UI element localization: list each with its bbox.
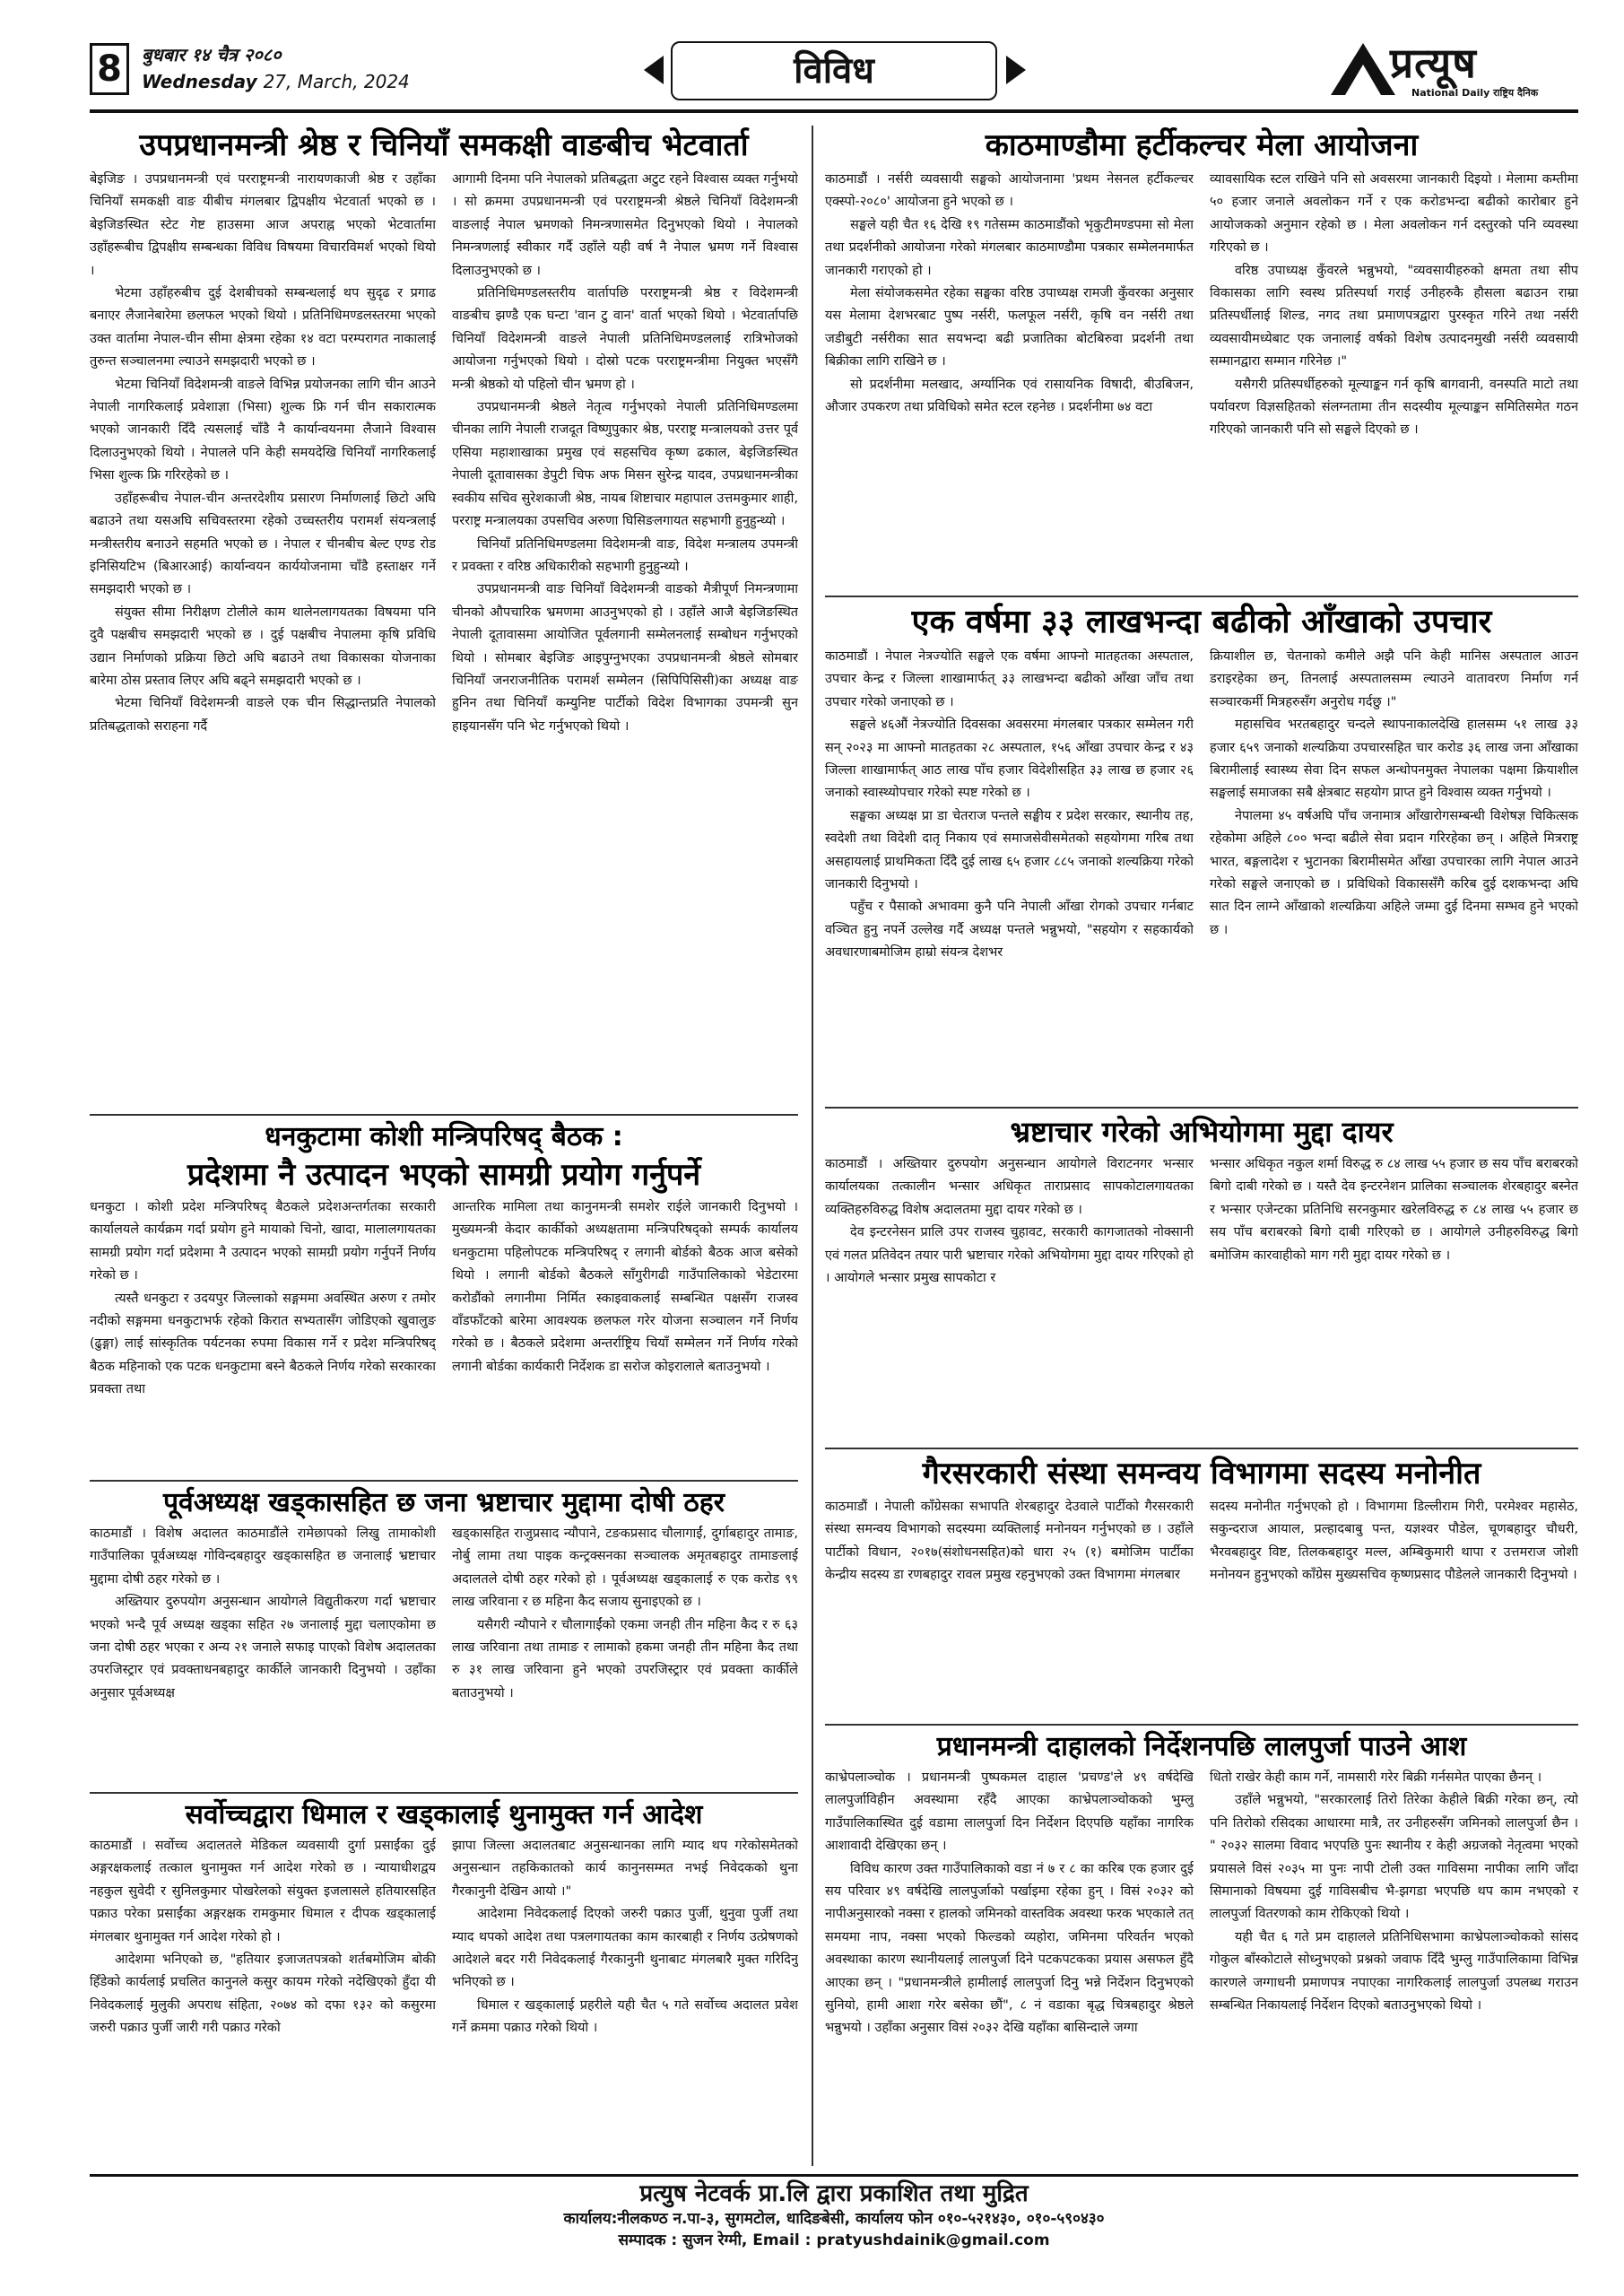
separator bbox=[825, 1107, 1578, 1109]
date-block bbox=[142, 41, 410, 95]
article-vice-pm-meeting bbox=[90, 126, 798, 1112]
separator bbox=[90, 1480, 798, 1482]
paragraph: देव इन्टरनेसन प्रालि उपर राजस्व चुहावट, सरकारी कागजातको नोक्सानी एवं गलत प्रतिवेदन तयार पारी भ्रष्टाचार गरेको अभियोगमा मुद्दा दायर गरिएको हो । आयोगले भन्सार प्रमुख सापकोटा र bbox=[825, 1225, 1194, 1286]
paragraph: यसैगरी न्यौपाने र चौलागाईंको एकमा जनही तीन महिना कैद र रु ६३ लाख जरिवाना तथा तामाङ र लामाको हकमा जनही तीन महिना कैद तथा रु ३१ लाख जरिवाना हुने भएको उपरजिस्ट्रार एवं प्रवक्ता कार्कीले बताउनुभयो । bbox=[452, 1617, 798, 1700]
paragraph: प्रतिनिधिमण्डलस्तरीय वार्तापछि परराष्ट्रमन्त्री श्रेष्ठ र विदेशमन्त्री वाङबीच झण्डै एक घन्टा 'वान टु वान' वार्ता भएको थियो । भेटवार्तापछि चिनियाँ विदेशमन्त्री वाङले नेपाली प्रतिनिधिमण्डललाई रात्रिभोजको आयोजना गर्नुभएको थियो । दोस्रो पटक परराष्ट्रमन्त्रीमा नियुक्त भएसँगै मन्त्री श्रेष्ठको यो पहिलो चीन भ्रमण हो । bbox=[452, 286, 798, 392]
column-2 bbox=[452, 1523, 798, 1785]
paragraph: सङ्घले ४६औं नेत्रज्योति दिवसका अवसरमा मंगलबार पत्रकार सम्मेलन गरी सन् २०२३ मा आफ्नो मातहतका २८ अस्पताल, १५६ आँखा उपचार केन्द्र र ४३ जिल्ला शाखामार्फत् आठ लाख पाँच हजार विदेशीसहित ३३ लाख छ हजार २६ जनाको स्वास्थ्योपचार गरेको स्पष्ट गरेको छ । bbox=[825, 718, 1194, 801]
paragraph: सदस्य मनोनीत गर्नुभएको हो । विभागमा डिल्लीराम गिरी, परमेश्वर महासेठ, सकुन्दराज आयाल, प्रल्हादबाबु पन्त, यज्ञश्वर पौडेल, चूणबहादुर चौधरी, भैरवबहादुर विष्ट, तिलकबहादुर मल्ल, अम्बिकुमारी थापा र उत्तमराज जोशी मनोनयन हुनुभएको काँग्रेस मुख्यसचिव कृष्णप्रसाद पौडेलले जानकारी दिनुभयो । bbox=[1210, 1500, 1578, 1583]
article-koshi-cabinet bbox=[90, 1119, 798, 1478]
paragraph: काठमाडौं । नेपाल नेत्रज्योति सङ्घले एक वर्षमा आफ्नो मातहतका अस्पताल, उपचार केन्द्र र जिल्ला शाखामार्फत् ३३ लाखभन्दा बढीको आँखा जाँच तथा उपचार गरेको जनाएको छ । bbox=[825, 649, 1194, 709]
paragraph: वरिष्ठ उपाध्यक्ष कुँवरले भन्नुभयो, "व्यवसायीहरुको क्षमता तथा सीप विकासका लागि स्वस्थ प्रतिस्पर्धा गराई उनीहरुकै हौसला बढाउन राम्रा प्रतिस्पर्धीलाई शिल्ड, नगद तथा प्रमाणपत्रद्वारा पुरस्कृत गरिने तथा नर्सरी व्यवसायीमध्येबाट एक जनालाई वर्षको विशेष उत्पादनमुखी नर्सरी व्यवसायी सम्मानद्वारा सम्मान गरिनेछ ।" bbox=[1210, 263, 1578, 370]
footer-editor: सम्पादक : सुजन रेग्मी, Email : pratyushdainik@gmail.com bbox=[618, 2231, 1050, 2249]
paragraph: धनकुटा । कोशी प्रदेश मन्त्रिपरिषद् बैठकले प्रदेशअन्तर्गतका सरकारी कार्यालयले कार्यक्रम गर्दा प्रयोग हुने मायाको चिनो, खादा, मालालगायतका सामग्री प्रयोग गर्दा प्रदेशमा नै उत्पादन भएको सामग्री प्रयोग गर्नुपर्ने निर्णय गरेको छ । bbox=[90, 1200, 436, 1283]
column-2 bbox=[452, 1196, 798, 1473]
paragraph: सङ्घले यही चैत १६ देखि १९ गतेसम्म काठमाडौंको भृकुटीमण्डपमा सो मेला तथा प्रदर्शनीको आयोजना गरेको मंगलबार काठमाण्डौमा पत्रकार सम्मेलनमार्फत जानकारी गराएको हो । bbox=[825, 217, 1194, 278]
paragraph: उपप्रधानमन्त्री श्रेष्ठले नेतृत्व गर्नुभएको नेपाली प्रतिनिधिमण्डलमा चीनका लागि नेपाली राजदूत विष्णुपुकार श्रेष्ठ, परराष्ट्र मन्त्रालयको उत्तर पूर्व एसिया महाशाखाका प्रमुख एवं सहसचिव कृष्ण ढकाल, बेइजिङस्थित नेपाली दूतावासका डेपुटी चिफ अफ मिसन सुरेन्द्र यादव, उपप्रधानमन्त्रीका स्वकीय सचिव सुरेशकाजी श्रेष्ठ, नायब शिष्टाचार महापाल उत्तमकुमार शाही, परराष्ट्र मन्त्रालयका उपसचिव अरुणा घिसिङलगायत सहभागी हुनुहुन्थ्यो । bbox=[452, 400, 798, 529]
paragraph: क्रियाशील छ, चेतनाको कमीले अझै पनि केही मानिस अस्पताल आउन डराइरहेका छन्, तिनलाई अस्पतालसम्म ल्याउने वातावरण निर्माण गर्न सञ्चारकर्मी मित्रहरुसँग अनुरोध गर्दछु ।" bbox=[1210, 649, 1578, 709]
article-body bbox=[825, 1153, 1578, 1440]
paragraph: आदेशमा भनिएको छ, "हतियार इजाजतपत्रको शर्तबमोजिम बोकी हिँडेको कार्यलाई प्रचलित कानुनले कसुर कायम गरेको नदेखिएको हुँदा यी निवेदकलाई मुलुकी अपराध संहिता, २०७४ को दफा १३२ को कसुरमा जरुरी पक्राउ पुर्जी जारी गरी पक्राउ गरेको bbox=[90, 1952, 436, 2036]
column-2 bbox=[452, 1835, 798, 2163]
article-body bbox=[825, 169, 1578, 588]
paragraph: भन्सार अधिकृत नकुल शर्मा विरुद्ध रु ८४ लाख ५५ हजार छ सय पाँच बराबरको बिगो दाबी गरेको छ । यस्तै देव इन्टरनेशन प्रालिका सञ्चालक शेरबहादुर बस्नेत र भन्सार एजेन्टका प्रतिनिधि सरनकुमार खरेलविरुद्ध रु ८४ लाख ५५ हजार छ सय पाँच बराबरको बिगो दाबी गरिएको छ । आयोगले उनीहरुविरुद्ध बिगो बमोजिम कारवाहीको माग गरी मुद्दा दायर गरेको छ । bbox=[1210, 1157, 1578, 1263]
paragraph: काठमाडौं । नर्सरी व्यवसायी सङ्घको आयोजनामा 'प्रथम नेसनल हर्टीकल्चर एक्स्पो-२०८०' आयोजना हुने भएको छ । bbox=[825, 172, 1194, 210]
column-1 bbox=[90, 1196, 436, 1473]
footer-publisher: प्रत्युष नेटवर्क प्रा.लि द्वारा प्रकाशित तथा मुद्रित bbox=[639, 2180, 1029, 2207]
separator bbox=[90, 1114, 798, 1116]
paragraph: आगामी दिनमा पनि नेपालको प्रतिबद्धता अटुट रहने विश्वास व्यक्त गर्नुभयो । सो क्रममा उपप्रधानमन्त्री एवं परराष्ट्रमन्त्री श्रेष्ठले चिनियाँ विदेशमन्त्री वाङलाई नेपाल भ्रमणको निमन्त्रणासमेत दिनुभएको थियो । नेपालको निमन्त्रणलाई स्वीकार गर्दै उहाँले यही वर्ष नै नेपाल भ्रमण गर्ने विश्वास दिलाउनुभएको छ । bbox=[452, 172, 798, 278]
article-body bbox=[90, 1835, 798, 2163]
headline-line-1: धनकुटामा कोशी मन्त्रिपरिषद् बैठक : bbox=[265, 1121, 623, 1152]
paragraph: व्यावसायिक स्टल राखिने पनि सो अवसरमा जानकारी दिइयो । मेलामा कम्तीमा ५० हजार जनाले अवलोकन गर्ने र एक करोडभन्दा बढीको कारोबार हुने आयोजकको अनुमान रहेको छ । मेला अवलोकन गर्न दस्तुरको पनि व्यवस्था गरिएको छ । bbox=[1210, 172, 1578, 256]
article-body bbox=[90, 1523, 798, 1785]
logo-title: प्रत्यूष bbox=[1390, 39, 1477, 87]
paragraph: आन्तरिक मामिला तथा कानुनमन्त्री समशेर राईले जानकारी दिनुभयो । मुख्यमन्त्री केदार कार्कीको अध्यक्षतामा मन्त्रिपरिषद्को सम्पर्क कार्यालय धनकुटामा पहिलोपटक मन्त्रिपरिषद् र लगानी बोर्डको बैठक आज बसेको थियो । लगानी बोर्डको बैठकले साँगुरीगढी गाउँपालिकाको भेडेटारमा करोडौंको लगानीमा निर्मित स्काइवाकलाई सम्बन्धित पक्षसँग राजस्व वाँडफाँटको बारेमा आवश्यक छलफल गरेर योजना सञ्चालन गर्ने निर्णय गरेको छ । बैठकले प्रदेशमा अन्तर्राष्ट्रिय चियाँ सम्मेलन गर्ने निर्णय गरेको लगानी बोर्डका कार्यकारी निर्देशक डा सरोज कोइरालाले बताउनुभयो । bbox=[452, 1200, 798, 1374]
paragraph: खड्कासहित राजुप्रसाद न्यौपाने, टङकप्रसाद चौलागाईं, दुर्गाबहादुर तामाङ, नोर्बु लामा तथा पाइक कन्ट्रक्सनका सञ्चालक अमृतबहादुर तामाङलाई अदालतले दोषी ठहर गरेको हो । पूर्वअध्यक्ष खड्कालाई रु एक करोड ९९ लाख जरिवाना र छ महिना कैद सजाय सुनाइएको छ । bbox=[452, 1526, 798, 1610]
arrow-right-icon bbox=[1006, 56, 1026, 84]
headline: काठमाण्डौमा हर्टीकल्चर मेला आयोजना bbox=[985, 127, 1419, 163]
paragraph: काठमाडौं । विशेष अदालत काठमाडौंले रामेछापको लिखु तामाकोशी गाउँपालिका पूर्वअध्यक्ष गोविन्दबहादुर खड्कासहित छ जनालाई भ्रष्टाचार मुद्दामा दोषी ठहर गरेको छ । bbox=[90, 1526, 436, 1587]
date-english-rest: 27, March, 2024 bbox=[263, 71, 410, 92]
paragraph: महासचिव भरतबहादुर चन्दले स्थापनाकालदेखि हालसम्म ५१ लाख ३३ हजार ६५९ जनाको शल्यक्रिया उपचारसहित चार करोड ३६ लाख जना आँखाका बिरामीलाई स्वास्थ्य सेवा दिन सफल अन्धोपनमुक्त नेपालका पक्षमा क्रियाशील सङ्घलाई समाजका सबै क्षेत्रबाट सहयोग प्राप्त हुने विश्वास व्यक्त गर्नुभयो । bbox=[1210, 718, 1578, 801]
paragraph: अख्तियार दुरुपयोग अनुसन्धान आयोगले विद्युतीकरण गर्दा भ्रष्टाचार भएको भन्दै पूर्व अध्यक्ष खड्का सहित २७ जनालाई मुद्दा चलाएकोमा छ जना दोषी ठहर भएका र अन्य २१ जनाले सफाइ पाएको विशेष अदालतका उपरजिस्ट्रार एवं प्रवक्ताधनबहादुर कार्कीले जानकारी दिनुभयो । उहाँका अनुसार पूर्वअध्यक्ष bbox=[90, 1595, 436, 1700]
column-1 bbox=[825, 1767, 1194, 2165]
paragraph: मेला संयोजकसमेत रहेका सङ्घका वरिष्ठ उपाध्यक्ष रामजी कुँवरका अनुसार यस मेलामा देशभरबाट पुष्प नर्सरी, फलफूल नर्सरी, कृषि वन नर्सरी तथा जडीबुटी नर्सरीका सात सयभन्दा बढी प्रजातिका बोटबिरुवा प्रदर्शनी तथा बिक्रीका लागि राखिने छ । bbox=[825, 286, 1194, 370]
headline-line-2: प्रदेशमा नै उत्पादन भएको सामग्री प्रयोग गर्नुपर्ने bbox=[187, 1157, 701, 1193]
separator bbox=[90, 1792, 798, 1794]
column-1 bbox=[825, 169, 1194, 588]
date-english-day: Wednesday bbox=[142, 71, 257, 92]
paragraph: चिनियाँ प्रतिनिधिमण्डलमा विदेशमन्त्री वाङ, विदेश मन्त्रालय उपमन्त्री र प्रवक्ता र वरिष्ठ अधिकारीको सहभागी हुनुहुन्थ्यो । bbox=[452, 536, 798, 574]
paragraph: संयुक्त सीमा निरीक्षण टोलीले काम थालेनलागयतका विषयमा पनि दुवै पक्षबीच समझदारी भएको छ । दुई पक्षबीच नेपालमा कृषि प्रविधि उद्यान निर्माणको प्रक्रिया छिटो अघि बढाउने तथा विकासका योजनाका बारेमा ठोस प्रस्ताव लिएर अघि बढ्ने समझदारी भएको छ । bbox=[90, 604, 436, 688]
section-title: विविध bbox=[671, 41, 997, 100]
paragraph: बेइजिङ । उपप्रधानमन्त्री एवं परराष्ट्रमन्त्री नारायणकाजी श्रेष्ठ र उहाँका चिनियाँ समकक्षी वाङ यीबीच मंगलबार द्विपक्षीय भेटवार्ता भएको छ । बेइजिङस्थित स्टेट गेष्ट हाउसमा आज अपराह्न भएको भेटवार्तामा उहाँहरूबीच द्विपक्षीय सम्बन्धका विविध विषयमा विचारविमर्श भएको थियो । bbox=[90, 172, 436, 278]
headline: भ्रष्टाचार गरेको अभियोगमा मुद्दा दायर bbox=[1010, 1115, 1394, 1149]
paragraph: विविध कारण उक्त गाउँपालिकाको वडा नं ७ र ८ का करिब एक हजार दुई सय परिवार ४९ वर्षदेखि लालपुर्जाको पर्खाइमा रहेका हुन् । विसं २०३२ को नापीअनुसारको नक्सा र हालको जमिनको वास्तविक अवस्था फरक भएकाले तत् समयमा नाप, नक्सा भएको फिल्डको व्यहोरा, जमिनमा परिवर्तन भएको अवस्थाका कारण स्थानीयलाई लालपुर्जा दिने पटकपटकका प्रयास असफल हुँदै आएका छन् । "प्रधानमन्त्रीले हामीलाई लालपुर्जा दिनु भन्ने निर्देशन दिनुभएको सुनियो, हामी आशा गरेर बसेका छौं", ८ नं वडाका बृद्ध चित्रबहादुर श्रेष्ठले भन्नुभयो । उहाँका अनुसार विसं २०३२ देखि यहाँका बासिन्दाले जग्गा bbox=[825, 1861, 1194, 2036]
footer-address: कार्यालय:नीलकण्ठ न.पा-३, सुगमटोल, धादिङबेसी, कार्यालय फोन ०१०-५२१४३०, ०१०-५९०४३० bbox=[563, 2210, 1105, 2228]
page-number: 8 bbox=[90, 43, 129, 95]
paragraph: काठमाडौं । सर्वोच्च अदालतले मेडिकल व्यवसायी दुर्गा प्रसाईंका दुई अङ्गरक्षकलाई तत्काल थुनामुक्त गर्न आदेश गरेको छ । न्यायाधीशद्वय नहकुल सुवेदी र सुनिलकुमार पोखरेलको संयुक्त इजलासले हतियारसहित पक्राउ परेका प्रसाईंका अङ्गरक्षक रामकुमार धिमाल र दीपक खड्कालाई मंगलबार थुनामुक्त गर्न आदेश गरेको हो । bbox=[90, 1839, 436, 1944]
column-divider bbox=[812, 126, 813, 2166]
paragraph: भेटमा उहाँहरुबीच दुई देशबीचको सम्बन्धलाई थप सुदृढ र प्रगाढ बनाएर लैजानेबारेमा छलफल भएको थियो । प्रतिनिधिमण्डलस्तरमा भएको उक्त वार्तामा नेपाल-चीन सीमा क्षेत्रमा रहेका १४ वटा परम्परागत नाकालाई तुरुन्त सञ्चालनमा ल्याउने समझदारी भएको छ । bbox=[90, 286, 436, 370]
column-1 bbox=[825, 1153, 1194, 1440]
column-2 bbox=[1210, 169, 1578, 588]
separator bbox=[825, 596, 1578, 597]
column-2 bbox=[1210, 1496, 1578, 1720]
column-2 bbox=[452, 169, 798, 1109]
separator bbox=[825, 1724, 1578, 1726]
headline: पूर्वअध्यक्ष खड्कासहित छ जना भ्रष्टाचार मुद्दामा दोषी ठहर bbox=[163, 1487, 725, 1518]
article-corruption-verdict bbox=[90, 1485, 798, 1790]
column-1 bbox=[90, 169, 436, 1109]
logo-subtitle: National Daily राष्ट्रिय दैनिक bbox=[1411, 87, 1539, 99]
masthead bbox=[90, 39, 1578, 106]
column-2 bbox=[1210, 646, 1578, 1101]
paragraph: यसैगरी प्रतिस्पर्धीहरुको मूल्याङ्कन गर्न कृषि बागवानी, वनस्पति माटो तथा पर्यावरण विज्ञसहितको संलग्नतामा तीन सदस्यीय मूल्याङ्कन समितिसमेत गठन गरिएको जानकारी पनि सो सङ्घले दिएको छ । bbox=[1210, 377, 1578, 438]
headline: प्रधानमन्त्री दाहालको निर्देशनपछि लालपुर्जा पाउने आश bbox=[936, 1731, 1467, 1762]
paragraph: धिमाल र खड्कालाई प्रहरीले यही चैत ५ गते सर्वोच्च अदालत प्रवेश गर्ने क्रममा पक्राउ गरेको थियो । bbox=[452, 1997, 798, 2036]
column-2 bbox=[1210, 1153, 1578, 1440]
headline: सर्वोच्चद्वारा धिमाल र खड्कालाई थुनामुक्त गर्न आदेश bbox=[185, 1799, 703, 1831]
paragraph: सो प्रदर्शनीमा मलखाद, अर्ग्यानिक एवं रासायनिक विषादी, बीउबिजन, औजार उपकरण तथा प्रविधिको समेत स्टल रहनेछ । प्रदर्शनीमा ७४ वटा bbox=[825, 377, 1194, 415]
paragraph: भेटमा चिनियाँ विदेशमन्त्री वाङले विभिन्न प्रयोजनका लागि चीन आउने नेपाली नागरिकलाई प्रवेशाज्ञा (भिसा) शुल्क फ्रि गर्न चीन सकारात्मक भएको जानकारी दिँदै त्यसलाई चाँडै नै कार्यान्वयनमा लैजाने विश्वास दिलाउनुभएको थियो । नेपालले पनि केही समयदेखि चिनियाँ नागरिकलाई भिसा शुल्क फ्रि गरिरहेको छ । bbox=[90, 377, 436, 483]
article-corruption-case-filed bbox=[825, 1112, 1578, 1444]
column-1 bbox=[90, 1523, 436, 1785]
article-body bbox=[825, 1767, 1578, 2165]
headline: एक वर्षमा ३३ लाखभन्दा बढीको आँखाको उपचार bbox=[911, 604, 1492, 640]
paragraph: उहाँहरूबीच नेपाल-चीन अन्तरदेशीय प्रसारण निर्माणलाई छिटो अघि बढाउने तथा यसअघि सचिवस्तरमा रहेको उच्चस्तरीय परामर्श संयन्त्रलाई मन्त्रीस्तरीय बनाउने सहमति भएको छ । नेपाल र चीनबीच बेल्ट एण्ड रोड इनिसियटिभ (बिआरआई) कार्यान्वयन कार्ययोजनामा चाँडै हस्ताक्षर गर्ने समझदारी भएको छ । bbox=[90, 491, 436, 597]
paragraph: झापा जिल्ला अदालतबाट अनुसन्धानका लागि म्याद थप गरेकोसमेतको अनुसन्धान तहकिकातको कार्य कानुनसम्मत नभई निवेदकको थुना गैरकानुनी देखिन आयो ।" bbox=[452, 1839, 798, 1899]
arrow-left-icon bbox=[644, 56, 664, 84]
newspaper-logo bbox=[1327, 34, 1578, 100]
article-body bbox=[825, 646, 1578, 1101]
column-2 bbox=[1210, 1767, 1578, 2165]
column-1 bbox=[825, 646, 1194, 1101]
masthead-rule bbox=[90, 109, 1578, 113]
paragraph: आदेशमा निवेदकलाई दिएको जरुरी पक्राउ पुर्जी, थुनुवा पुर्जी तथा म्याद थपको आदेश तथा पत्रलगायतका काम कारबाही र निर्णय उत्प्रेषणको आदेशले बदर गरी निवेदकलाई गैरकानुनी थुनाबाट मंगलबारै मुक्त गरिदिनु भनिएको छ । bbox=[452, 1907, 798, 1990]
paragraph: काठमाडौं । नेपाली काँग्रेसका सभापति शेरबहादुर देउवाले पार्टीको गैरसरकारी संस्था समन्वय विभागको सदस्यमा व्यक्तिलाई मनोनयन गर्नुभएको छ । उहाँले पार्टीको विधान, २०१७(संशोधनसहित)को धारा २५ (१) बमोजिम पार्टीका केन्द्रीय सदस्य डा रणबहादुर रावल प्रमुख रहनुभएको उक्त विभागमा मंगलबार bbox=[825, 1500, 1194, 1583]
article-horticulture-fair bbox=[825, 126, 1578, 592]
headline: गैरसरकारी संस्था समन्वय विभागमा सदस्य मनोनीत bbox=[922, 1456, 1481, 1492]
article-ngo-department bbox=[825, 1453, 1578, 1722]
paragraph: भेटमा चिनियाँ विदेशमन्त्री वाङले एक चीन सिद्धान्तप्रति नेपालको प्रतिबद्धताको सराहना गर्दै bbox=[90, 696, 436, 734]
paragraph: पहुँच र पैसाको अभावमा कुनै पनि नेपाली आँखा रोगको उपचार गर्नबाट वञ्चित हुनु नपर्ने उल्लेख गर्दै अध्यक्ष पन्तले भन्नुभयो, "सहयोग र सहकार्यको अवधारणाबमोजिम हाम्रो संयन्त्र देशभर bbox=[825, 900, 1194, 961]
footer bbox=[90, 2179, 1578, 2251]
footer-rule bbox=[90, 2174, 1578, 2177]
paragraph: धितो राखेर केही काम गर्ने, नामसारी गरेर बिक्री गर्नसमेत पाएका छैनन् । bbox=[1210, 1770, 1542, 1785]
paragraph: काभ्रेपलाञ्चोक । प्रधानमन्त्री पुष्पकमल दाहाल 'प्रचण्ड'ले ४९ वर्षदेखि लालपुर्जाविहीन अवस्थामा रहँदै आएका काभ्रेपलाञ्चोकको भुम्लु गाउँपालिकास्थित दुई वडामा लालपुर्जा दिन निर्देशन दिएपछि यहाँका नागरिक आशावादी देखिएका छन् । bbox=[825, 1770, 1194, 1854]
column-1 bbox=[90, 1835, 436, 2163]
paragraph: त्यस्तै धनकुटा र उदयपुर जिल्लाको सङ्गममा अवस्थित अरुण र तमोर नदीको सङ्गममा धनकुटाभर्फ रहेको किरात सभ्यतासँग जोडिएको खुवालुङ (ढुङ्गा) लाई सांस्कृतिक पर्यटनका रुपमा विकास गर्ने र प्रदेश मन्त्रिपरिषद् बैठक महिनाको एक पटक धनकुटामा बस्ने बैठकले निर्णय गरेको सरकारका प्रवक्ता तथा bbox=[90, 1291, 436, 1397]
paragraph: काठमाडौं । अख्तियार दुरुपयोग अनुसन्धान आयोगले विराटनगर भन्सार कार्यालयका तत्कालीन भन्सार अधिकृत ताराप्रसाद सापकोटालगायतका व्यक्तिहरुविरुद्ध विशेष अदालतमा मुद्दा दायर गरेको छ । bbox=[825, 1157, 1194, 1217]
separator bbox=[825, 1448, 1578, 1449]
column-1 bbox=[825, 1496, 1194, 1720]
date-nepali: बुधबार १४ चैत्र २०८० bbox=[142, 44, 282, 65]
article-supreme-court-order bbox=[90, 1797, 798, 2167]
paragraph: यही चैत ६ गते प्रम दाहालले प्रतिनिधिसभामा काभ्रेपलाञ्चोकको सांसद गोकुल बाँस्कोटाले सोध्नुभएको प्रश्नको जवाफ दिँदै भुम्लु गाउँपालिकामा विभिन्न कारणले जग्गाधनी प्रमाणपत्र नपाएका नागरिकलाई लालपुर्जा उपलब्ध गराउन सम्बन्धित निकायलाई निर्देशन दिएको बताउनुभएको थियो । bbox=[1210, 1929, 1578, 2013]
paragraph: उहाँले भन्नुभयो, "सरकारलाई तिरो तिरेका केहीले बिक्री गरेका छन्, त्यो पनि तिरोको रसिदका आधारमा मात्रै, तर उनीहरुसँग जमिनको लालपुर्जा छैन । " २०३२ सालमा विवाद भएपछि पुनः स्थानीय र केही अग्रजको नेतृत्वमा भएको प्रयासले विसं २०३५ मा पुनः नापी टोली उक्त गाविसमा नापीका लागि जाँदा सिमानाको विषयमा दुई गाविसबीच भै-झगडा भएपछि थप काम नभएको र लालपुर्जा वितरणको काम रोकिएको थियो । bbox=[1210, 1793, 1578, 1922]
paragraph: उपप्रधानमन्त्री वाङ चिनियाँ विदेशमन्त्री वाङको मैत्रीपूर्ण निमन्त्रणामा चीनको औपचारिक भ्रमणमा आउनुभएको हो । उहाँले आजै बेइजिङस्थित नेपाली दूतावासमा आयोजित पूर्वलगानी सम्मेलनलाई सम्बोधन गर्नुभएको थियो । सोमबार बेइजिङ आइपुग्नुभएका उपप्रधानमन्त्री श्रेष्ठले सोमबार चिनियाँ जनराजनीतिक परामर्श सम्मेलन (सिपिपिसिसी)का अध्यक्ष वाङ हुनिन तथा चिनियाँ कम्युनिष्ट पार्टीको विदेश विभागका उपमन्त्री सुन हाइयानसँग पनि भेट गर्नुभएको थियो । bbox=[452, 582, 798, 734]
date-english bbox=[142, 68, 410, 95]
article-land-certificate bbox=[825, 1729, 1578, 2167]
paragraph: नेपालमा ४५ वर्षअघि पाँच जनामात्र आँखारोगसम्बन्धी विशेषज्ञ चिकित्सक रहेकोमा अहिले ८०० भन्दा बढीले सेवा प्रदान गरिरहेका छन् । अहिले मित्रराष्ट्र भारत, बङ्गलादेश र भुटानका बिरामीसमेत आँखा उपचारका लागि नेपाल आउने गरेको सङ्घले जनाएको छ । प्रविधिको विकाससँगै करिब दुई दशकभन्दा अघि सात दिन लाग्ने आँखाको शल्यक्रिया अहिले जम्मा दुई दिनमा सम्भव हुने भएको छ । bbox=[1210, 808, 1578, 937]
paragraph: सङ्घका अध्यक्ष प्रा डा चेतराज पन्तले सङ्घीय र प्रदेश सरकार, स्थानीय तह, स्वदेशी तथा विदेशी दातृ निकाय एवं समाजसेवीसमेतको सहयोगमा गरिब तथा असहायलाई प्राथमिकता दिँदै दुई लाख ६५ हजार ८८५ जनाको शल्यक्रिया गरेको जानकारी दिनुभयो । bbox=[825, 808, 1194, 892]
headline: उपप्रधानमन्त्री श्रेष्ठ र चिनियाँ समकक्षी वाङबीच भेटवार्ता bbox=[139, 127, 749, 163]
article-eye-treatment bbox=[825, 601, 1578, 1103]
article-body bbox=[825, 1496, 1578, 1720]
logo-emblem-icon bbox=[1327, 39, 1399, 99]
article-body bbox=[90, 1196, 798, 1473]
article-body bbox=[90, 169, 798, 1109]
